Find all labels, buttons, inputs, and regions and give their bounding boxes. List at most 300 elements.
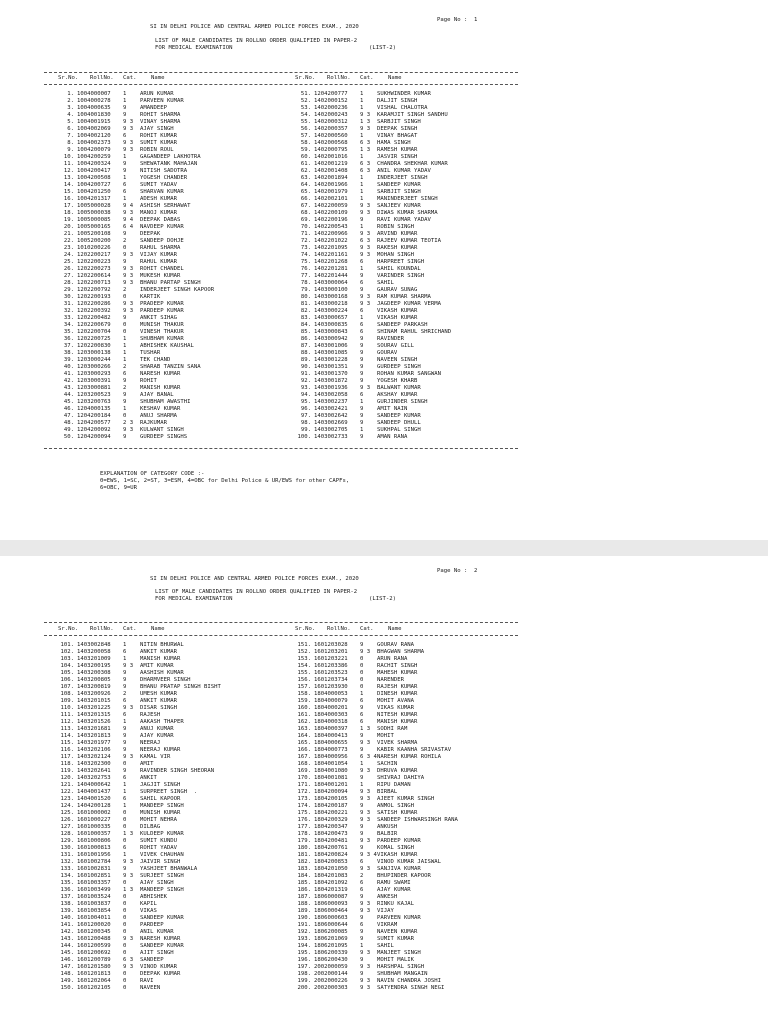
category-cell: 9 xyxy=(123,670,127,676)
category-cell: 1 xyxy=(123,719,127,725)
candidate-name-cell: MOHIT xyxy=(377,733,394,739)
candidate-name-cell: RAJESH KUMAR xyxy=(377,684,418,690)
candidate-name-cell: SHARVAN KUMAR xyxy=(140,189,184,195)
candidate-name-cell: AJAY KUMAR xyxy=(140,733,174,739)
roll-no-cell: 1806201095 xyxy=(314,943,348,949)
roll-no-cell: 1601203201 xyxy=(314,649,348,655)
candidate-name-cell: TUSHAR xyxy=(140,350,161,356)
roll-no-cell: 1403202106 xyxy=(77,747,111,753)
sr-no-cell: 69. xyxy=(300,217,311,223)
table-row xyxy=(44,126,518,133)
roll-no-cell: 1402201022 xyxy=(314,238,348,244)
table-row xyxy=(44,294,518,301)
category-cell: 6 xyxy=(123,189,127,195)
sr-no-cell: 45. xyxy=(63,399,74,405)
candidate-name-cell: RAVINDER SINGH SHEORAN xyxy=(140,768,215,774)
category-cell: 6 xyxy=(360,712,364,718)
category-cell: 9 xyxy=(360,705,364,711)
header-name-2: Name xyxy=(388,75,402,81)
roll-no-cell: 1601000002 xyxy=(77,810,111,816)
candidate-name-cell: SHEWATANK MAHAJAN xyxy=(140,161,198,167)
roll-no-cell: 1203000138 xyxy=(77,350,111,356)
roll-no-cell: 1601000227 xyxy=(77,817,111,823)
sr-no-cell: 80. xyxy=(300,294,311,300)
sr-no-cell: 145. xyxy=(60,950,74,956)
roll-no-cell: 1202200679 xyxy=(77,322,111,328)
category-cell: 9 xyxy=(360,915,364,921)
candidate-name-cell: ABHISHEK KAUSHAL xyxy=(140,343,194,349)
sr-no-cell: 101. xyxy=(60,642,74,648)
candidate-name-cell: MOHAN SINGH xyxy=(377,252,415,258)
candidate-name-cell: MANDEEP SINGH xyxy=(140,887,184,893)
roll-no-cell: 1601201580 xyxy=(77,964,111,970)
candidate-table xyxy=(44,642,518,992)
category-cell: 9 xyxy=(123,231,127,237)
category-cell: 9 3 xyxy=(360,866,371,872)
candidate-name-cell: ANKIT KUMAR xyxy=(140,698,178,704)
category-cell: 6 xyxy=(360,698,364,704)
roll-no-cell: 2002000059 xyxy=(314,964,348,970)
sr-no-cell: 48. xyxy=(63,420,74,426)
sr-no-cell: 118. xyxy=(60,761,74,767)
roll-no-cell: 1601001956 xyxy=(77,852,111,858)
roll-no-cell: 2002000226 xyxy=(314,978,348,984)
category-cell: 9 xyxy=(360,420,364,426)
sr-no-cell: 187. xyxy=(297,894,311,900)
sr-no-cell: 5. xyxy=(67,119,74,125)
table-row xyxy=(44,385,518,392)
category-cell: 1 xyxy=(360,399,364,405)
roll-no-cell: 1403200819 xyxy=(77,684,111,690)
sr-no-cell: 153. xyxy=(297,656,311,662)
category-cell: 9 3 xyxy=(123,210,134,216)
table-row xyxy=(44,649,518,656)
category-cell: 0 xyxy=(123,929,127,935)
candidate-name-cell: DINESH KUMAR xyxy=(377,691,418,697)
category-cell: 0 xyxy=(123,817,127,823)
sr-no-cell: 148. xyxy=(60,971,74,977)
roll-no-cell: 1202200792 xyxy=(77,287,111,293)
category-cell: 1 xyxy=(360,315,364,321)
candidate-name-cell: RAVI KUMAR YADAV xyxy=(377,217,431,223)
category-cell: 0 xyxy=(123,901,127,907)
category-cell: 9 3 xyxy=(123,266,134,272)
category-cell: 9 xyxy=(123,726,127,732)
category-cell: 0 xyxy=(123,894,127,900)
roll-no-cell: 1601203930 xyxy=(314,684,348,690)
roll-no-cell: 1804200473 xyxy=(314,831,348,837)
sr-no-cell: 193. xyxy=(297,936,311,942)
sr-no-cell: 156. xyxy=(297,677,311,683)
table-row xyxy=(44,399,518,406)
category-cell: 1 xyxy=(123,343,127,349)
sr-no-cell: 54. xyxy=(300,112,311,118)
category-cell: 6 xyxy=(360,322,364,328)
category-cell: 9 xyxy=(360,371,364,377)
category-cell: 6 3 4 xyxy=(360,754,377,760)
sr-no-cell: 43. xyxy=(63,385,74,391)
table-row xyxy=(44,182,518,189)
roll-no-cell: 1804000956 xyxy=(314,754,348,760)
table-row xyxy=(44,336,518,343)
candidate-name-cell: ROHIT KUMAR xyxy=(140,133,178,139)
table-row xyxy=(44,147,518,154)
roll-no-cell: 1804200094 xyxy=(314,789,348,795)
sr-no-cell: 195. xyxy=(297,950,311,956)
sr-no-cell: 119. xyxy=(60,768,74,774)
sr-no-cell: 35. xyxy=(63,329,74,335)
candidate-name-cell: ROBIN ROUL xyxy=(140,147,174,153)
category-cell: 9 xyxy=(360,413,364,419)
roll-no-cell: 1804200853 xyxy=(314,859,348,865)
exam-title: SI IN DELHI POLICE AND CENTRAL ARMED POLICE FORCES EXAM., 2020 xyxy=(150,24,359,30)
candidate-name-cell: DILBAG xyxy=(140,824,161,830)
sr-no-cell: 112. xyxy=(60,719,74,725)
table-row xyxy=(44,922,518,929)
roll-no-cell: 1403000657 xyxy=(314,315,348,321)
table-row xyxy=(44,705,518,712)
table-row xyxy=(44,873,518,880)
sr-no-cell: 162. xyxy=(297,719,311,725)
category-cell: 9 xyxy=(123,168,127,174)
candidate-name-cell: ANMOL SINGH xyxy=(377,803,415,809)
sr-no-cell: 190. xyxy=(297,915,311,921)
candidate-name-cell: ANIL KUMAR YADAV xyxy=(377,168,431,174)
category-cell: 0 xyxy=(123,761,127,767)
candidate-name-cell: UMESH KUMAR xyxy=(140,691,178,697)
category-cell: 0 xyxy=(123,950,127,956)
sr-no-cell: 60. xyxy=(300,154,311,160)
category-cell: 6 xyxy=(123,845,127,851)
roll-no-cell: 1804001081 xyxy=(314,775,348,781)
sr-no-cell: 71. xyxy=(300,231,311,237)
sr-no-cell: 42. xyxy=(63,378,74,384)
sr-no-cell: 24. xyxy=(63,252,74,258)
roll-no-cell: 1403000100 xyxy=(314,287,348,293)
candidate-name-cell: DALJIT SINGH xyxy=(377,98,418,104)
category-cell: 6 3 xyxy=(123,957,134,963)
candidate-name-cell: ROBIN SINGH xyxy=(377,224,415,230)
roll-no-cell: 1804200221 xyxy=(314,810,348,816)
roll-no-cell: 1804200187 xyxy=(314,803,348,809)
header-rollno-2: RollNo. xyxy=(327,75,351,81)
roll-no-cell: 1402001966 xyxy=(314,182,348,188)
roll-no-cell: 1601002784 xyxy=(77,859,111,865)
list-subtitle-2: FOR MEDICAL EXAMINATION xyxy=(155,45,233,51)
table-row xyxy=(44,740,518,747)
roll-no-cell: 1403001228 xyxy=(314,357,348,363)
sr-no-cell: 149. xyxy=(60,978,74,984)
roll-no-cell: 1403002642 xyxy=(314,413,348,419)
candidate-name-cell: SANDEEP DHULL xyxy=(377,420,421,426)
sr-no-cell: 135. xyxy=(60,880,74,886)
table-row xyxy=(44,817,518,824)
roll-no-cell: 1804000397 xyxy=(314,726,348,732)
roll-no-cell: 1804201092 xyxy=(314,880,348,886)
candidate-name-cell: AJAY BANAL xyxy=(140,392,174,398)
table-row xyxy=(44,434,518,441)
candidate-name-cell: NITESH KUMAR xyxy=(377,712,418,718)
sr-no-cell: 32. xyxy=(63,308,74,314)
roll-no-cell: 1806000644 xyxy=(314,922,348,928)
page-number: Page No : 1 xyxy=(437,17,478,23)
candidate-name-cell: SANJEEV KUMAR xyxy=(377,203,421,209)
category-cell: 9 xyxy=(360,775,364,781)
list-subtitle: LIST OF MALE CANDIDATES IN ROLLNO ORDER QUALIFIED IN PAPER-2 xyxy=(155,589,358,595)
roll-no-cell: 1404200128 xyxy=(77,803,111,809)
roll-no-cell: 1403202753 xyxy=(77,775,111,781)
sr-no-cell: 146. xyxy=(60,957,74,963)
category-cell: 9 xyxy=(360,845,364,851)
sr-no-cell: 31. xyxy=(63,301,74,307)
candidate-name-cell: KABIR KAANHA SRIVASTAV xyxy=(377,747,452,753)
sr-no-cell: 120. xyxy=(60,775,74,781)
candidate-name-cell: HARSHPAL SINGH xyxy=(377,964,425,970)
category-cell: 6 xyxy=(123,712,127,718)
category-cell: 9 3 xyxy=(360,810,371,816)
sr-no-cell: 72. xyxy=(300,238,311,244)
candidate-name-cell: VIVEK CHAUHAN xyxy=(140,852,184,858)
table-row xyxy=(44,964,518,971)
category-cell: 9 3 xyxy=(360,789,371,795)
sr-no-cell: 173. xyxy=(297,796,311,802)
candidate-name-cell: BALWANT KUMAR xyxy=(377,385,421,391)
table-row xyxy=(44,796,518,803)
roll-no-cell: 1005000085 xyxy=(77,217,111,223)
table-row xyxy=(44,266,518,273)
category-cell: 9 xyxy=(123,315,127,321)
roll-no-cell: 1403202124 xyxy=(77,754,111,760)
sr-no-cell: 39. xyxy=(63,357,74,363)
sr-no-cell: 167. xyxy=(297,754,311,760)
roll-no-cell: 1403002058 xyxy=(314,392,348,398)
candidate-name-cell: JAGJIT SINGH xyxy=(140,782,181,788)
table-row xyxy=(44,971,518,978)
table-row xyxy=(44,775,518,782)
candidate-name-cell: YOGESH KHARB xyxy=(377,378,418,384)
roll-no-cell: 1402200059 xyxy=(314,203,348,209)
category-cell: 1 xyxy=(123,782,127,788)
category-cell: 1 xyxy=(360,427,364,433)
table-row xyxy=(44,824,518,831)
table-row xyxy=(44,224,518,231)
candidate-name-cell: AMIT KUMAR xyxy=(140,663,174,669)
sr-no-cell: 33. xyxy=(63,315,74,321)
roll-no-cell: 1204200092 xyxy=(77,427,111,433)
category-cell: 1 xyxy=(123,98,127,104)
roll-no-cell: 1403201681 xyxy=(77,726,111,732)
roll-no-cell: 1402001016 xyxy=(314,154,348,160)
table-row xyxy=(44,154,518,161)
sr-no-cell: 103. xyxy=(60,656,74,662)
roll-no-cell: 1202200713 xyxy=(77,280,111,286)
category-cell: 9 xyxy=(360,217,364,223)
roll-no-cell: 1601203386 xyxy=(314,663,348,669)
roll-no-cell: 1402000236 xyxy=(314,105,348,111)
roll-no-cell: 1402000243 xyxy=(314,112,348,118)
sr-no-cell: 23. xyxy=(63,245,74,251)
sr-no-cell: 26. xyxy=(63,266,74,272)
roll-no-cell: 1403000942 xyxy=(314,336,348,342)
sr-no-cell: 105. xyxy=(60,670,74,676)
sr-no-cell: 170. xyxy=(297,775,311,781)
category-cell: 1 xyxy=(360,266,364,272)
roll-no-cell: 1804201319 xyxy=(314,887,348,893)
roll-no-cell: 1005200200 xyxy=(77,238,111,244)
sr-no-cell: 53. xyxy=(300,105,311,111)
sr-no-cell: 52. xyxy=(300,98,311,104)
category-cell: 1 xyxy=(360,133,364,139)
candidate-name-cell: DISAR SINGH xyxy=(140,705,178,711)
roll-no-cell: 1804200105 xyxy=(314,796,348,802)
candidate-name-cell: VINOD KUMAR xyxy=(140,964,178,970)
category-cell: 9 xyxy=(123,105,127,111)
category-cell: 1 3 xyxy=(360,119,371,125)
roll-no-cell: 1203000244 xyxy=(77,357,111,363)
table-row xyxy=(44,392,518,399)
sr-no-cell: 159. xyxy=(297,698,311,704)
candidate-name-cell: MUNISH KUMAR xyxy=(140,810,181,816)
category-cell: 0 xyxy=(123,943,127,949)
category-cell: 9 3 xyxy=(360,294,371,300)
roll-no-cell: 1806000087 xyxy=(314,894,348,900)
category-cell: 9 3 xyxy=(360,908,371,914)
sr-no-cell: 123. xyxy=(60,796,74,802)
sr-no-cell: 3. xyxy=(67,105,74,111)
category-cell: 9 3 xyxy=(123,705,134,711)
sr-no-cell: 34. xyxy=(63,322,74,328)
candidate-name-cell: DEEPAK DABAS xyxy=(140,217,181,223)
category-cell: 9 xyxy=(360,336,364,342)
roll-no-cell: 1403202641 xyxy=(77,768,111,774)
candidate-name-cell: RAVI xyxy=(140,978,154,984)
candidate-name-cell: RAJESH xyxy=(140,712,161,718)
sr-no-cell: 181. xyxy=(297,852,311,858)
sr-no-cell: 192. xyxy=(297,929,311,935)
sr-no-cell: 11. xyxy=(63,161,74,167)
category-cell: 0 xyxy=(123,978,127,984)
candidate-name-cell: SARBJIT SINGH xyxy=(377,189,421,195)
table-row xyxy=(44,364,518,371)
roll-no-cell: 1601200789 xyxy=(77,957,111,963)
category-cell: 9 xyxy=(360,929,364,935)
candidate-name-cell: SAHIL xyxy=(377,280,394,286)
category-cell: 1 xyxy=(360,782,364,788)
roll-no-cell: 1804000318 xyxy=(314,719,348,725)
candidate-name-cell: RAKESH KUMAR xyxy=(377,245,418,251)
sr-no-cell: 130. xyxy=(60,845,74,851)
roll-no-cell: 1403001872 xyxy=(314,378,348,384)
table-row xyxy=(44,210,518,217)
roll-no-cell: 1403001351 xyxy=(314,364,348,370)
category-cell: 1 xyxy=(123,406,127,412)
roll-no-cell: 1601203028 xyxy=(314,642,348,648)
table-row xyxy=(44,308,518,315)
sr-no-cell: 189. xyxy=(297,908,311,914)
table-row xyxy=(44,98,518,105)
sr-no-cell: 131. xyxy=(60,852,74,858)
category-cell: 6 3 xyxy=(360,238,371,244)
category-cell: 1 xyxy=(123,350,127,356)
candidate-name-cell: JASVIR SINGH xyxy=(377,154,418,160)
sr-no-cell: 169. xyxy=(297,768,311,774)
candidate-name-cell: SUMIT KUMAR xyxy=(377,936,415,942)
sr-no-cell: 114. xyxy=(60,733,74,739)
category-cell: 9 3 xyxy=(123,147,134,153)
candidate-name-cell: ARVIND KUMAR xyxy=(377,231,418,237)
table-row xyxy=(44,378,518,385)
candidate-name-cell: RAMESH KUMAR xyxy=(377,147,418,153)
roll-no-cell: 1403200308 xyxy=(77,670,111,676)
roll-no-cell: 1004200727 xyxy=(77,182,111,188)
sr-no-cell: 134. xyxy=(60,873,74,879)
table-row xyxy=(44,252,518,259)
sr-no-cell: 107. xyxy=(60,684,74,690)
roll-no-cell: 1403200195 xyxy=(77,663,111,669)
roll-no-cell: 1004000635 xyxy=(77,105,111,111)
roll-no-cell: 1203000881 xyxy=(77,385,111,391)
sr-no-cell: 176. xyxy=(297,817,311,823)
sr-no-cell: 150. xyxy=(60,985,74,991)
category-cell: 6 xyxy=(360,329,364,335)
category-cell: 9 xyxy=(123,399,127,405)
candidate-name-cell: ANKIT xyxy=(140,775,157,781)
category-cell: 9 xyxy=(123,684,127,690)
sr-no-cell: 4. xyxy=(67,112,74,118)
candidate-name-cell: SANDEEP PARKASH xyxy=(377,322,428,328)
category-cell: 9 xyxy=(360,936,364,942)
table-row xyxy=(44,112,518,119)
candidate-name-cell: VIKASH KUMAR xyxy=(377,852,418,858)
category-cell: 9 xyxy=(360,434,364,440)
candidate-name-cell: VINAY BHAGAT xyxy=(377,133,418,139)
candidate-name-cell: AAKASH THAPER xyxy=(140,719,184,725)
sr-no-cell: 98. xyxy=(300,420,311,426)
sr-no-cell: 58. xyxy=(300,140,311,146)
candidate-name-cell: PARDEEP xyxy=(140,922,164,928)
table-row xyxy=(44,273,518,280)
category-cell: 6 4 xyxy=(123,224,134,230)
candidate-name-cell: RACHIT SINGH xyxy=(377,663,418,669)
sr-no-cell: 171. xyxy=(297,782,311,788)
roll-no-cell: 1402200966 xyxy=(314,231,348,237)
table-row xyxy=(44,245,518,252)
roll-no-cell: 1004000007 xyxy=(77,91,111,97)
category-cell: 9 xyxy=(123,161,127,167)
sr-no-cell: 102. xyxy=(60,649,74,655)
candidate-name-cell: GOURAV RANA xyxy=(377,642,415,648)
table-row xyxy=(44,684,518,691)
candidate-name-cell: AJEET KUMAR SINGH xyxy=(377,796,435,802)
category-cell: 6 3 xyxy=(360,161,371,167)
candidate-name-cell: SUKHWINDER KUMAR xyxy=(377,91,431,97)
candidate-name-cell: HARPREET SINGH xyxy=(377,259,425,265)
sr-no-cell: 174. xyxy=(297,803,311,809)
roll-no-cell: 1403201315 xyxy=(77,712,111,718)
candidate-name-cell: KARTIK xyxy=(140,294,161,300)
roll-no-cell: 1402201268 xyxy=(314,259,348,265)
table-row xyxy=(44,761,518,768)
sr-no-cell: 200. xyxy=(297,985,311,991)
candidate-name-cell: RAHUL KUMAR xyxy=(140,259,178,265)
candidate-name-cell: MANDEEP SINGH xyxy=(140,803,184,809)
list-label: (LIST-2) xyxy=(369,596,396,602)
sr-no-cell: 100. xyxy=(297,434,311,440)
sr-no-cell: 64. xyxy=(300,182,311,188)
table-row xyxy=(44,894,518,901)
table-row xyxy=(44,427,518,434)
candidate-name-cell: HAMA SINGH xyxy=(377,140,411,146)
